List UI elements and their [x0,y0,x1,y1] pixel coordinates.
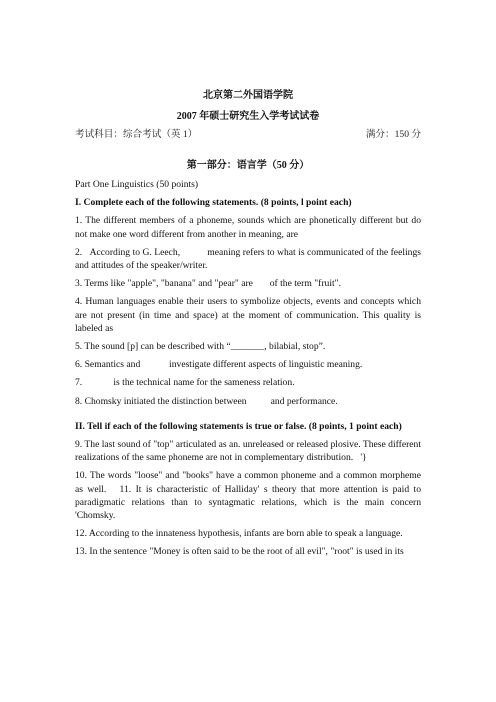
question-3: 3. Terms like "apple", "banana" and "pear" are of the term "fruit". [75,278,341,290]
question-10-11: 10. The words "loose" and "books" have a common phoneme and a common morpheme as well. 11. It is characteristic of Halliday' s theory that more attention is paid to paradigmatic relations than to syntagmatic relations, which is the main concern 'Chomsky. [75,470,421,522]
question-5: 5. The sound [p] can be described with “_______, bilabial, stop”. [75,341,326,353]
question-9: 9. The last sound of "top" articulated as an. unreleased or released plosive. These different realizations of the same phoneme are not in complementary distribution. '} [75,439,421,464]
exam-meta-row [75,126,421,140]
question-4: 4. Human languages enable their users to symbolize objects, events and concepts which are not present (in time and space) at the moment of communication. This quality is labeled as [75,296,421,334]
question-13: 13. In the sentence "Money is often said to be the root of all evil", "root" is used in its [75,546,404,558]
school-name: 北京第二外国语学院 [203,90,293,101]
question-2: 2. According to G. Leech, meaning refers to what is communicated of the feelings and attitudes of the speaker/writer. [75,246,421,272]
question-8: 8. Chomsky initiated the distinction between and performance. [75,395,338,407]
question-1: 1. The different members of a phoneme, sounds which are phonetically different but do not make one word different from another in meaning, are [75,215,421,240]
part-title-cn: 第一部分：语言学（50 分） [186,160,310,171]
exam-subject: 考试科目：综合考试（英 1） [75,129,198,140]
exam-title: 2007 年硕士研究生入学考试试卷 [176,111,320,122]
part-title-en: Part One Linguistics (50 points) [75,179,199,190]
question-6: 6. Semantics and investigate different aspects of linguistic meaning. [75,359,363,371]
full-score: 满分：150 分 [365,129,421,140]
question-7: 7. is the technical name for the sameness relation. [75,377,295,389]
question-12: 12. According to the innateness hypothesis, infants are born able to speak a language. [75,528,403,540]
page-content [75,86,421,564]
section-1-heading: I. Complete each of the following statements. (8 points, l point each) [75,197,352,209]
section-2-heading: II. Tell if each of the following statements is true or false. (8 points, 1 point each) [75,420,402,432]
